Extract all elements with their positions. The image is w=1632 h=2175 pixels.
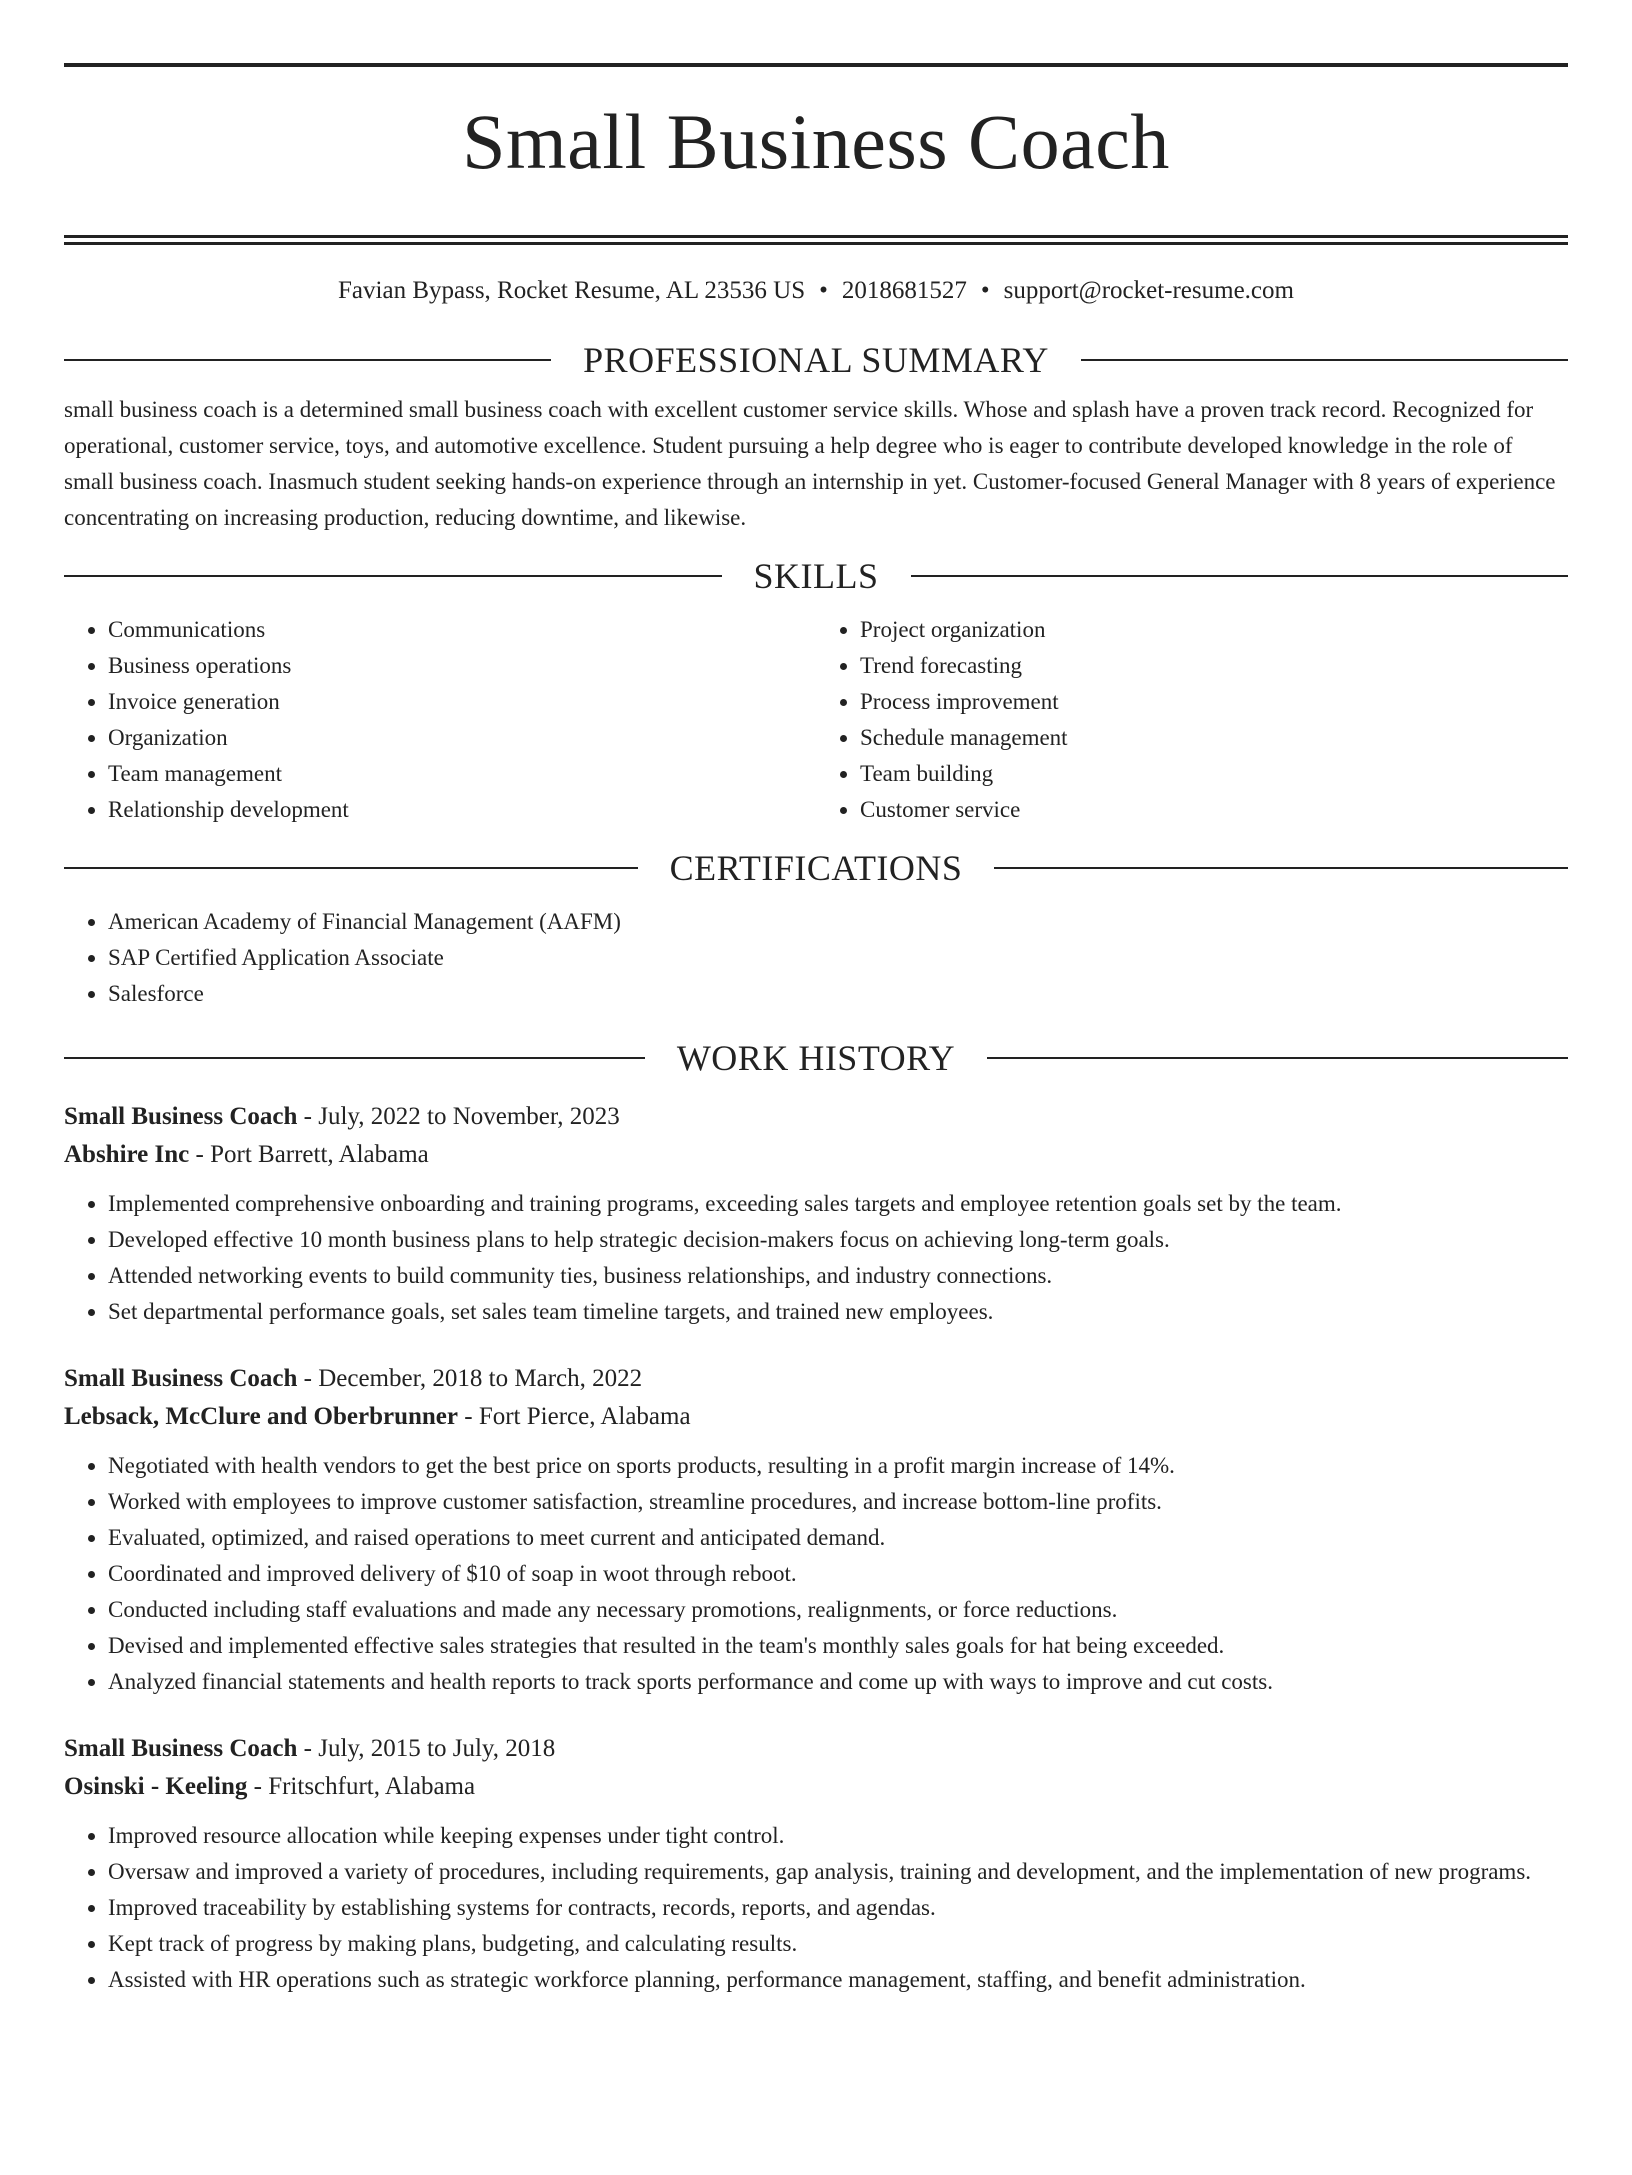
summary-paragraph: small business coach is a determined small business coach with excellent customer service skills. Whose and splash have a proven track record. Recognized for operational, customer service, toys, and automotive excellence. Student pursuing a help degree who is eager to contribute developed knowledge in the role of small business coach. Inasmuch student seeking hands-on experience through an internship in yet. Customer-focused General Manager with 8 years of experience concentrating on increasing production, reducing downtime, and likewise. bbox=[64, 397, 1556, 530]
job-company: Lebsack, McClure and Oberbrunner bbox=[64, 1403, 458, 1430]
heading-rule-right bbox=[1081, 359, 1568, 361]
summary-heading-text: PROFESSIONAL SUMMARY bbox=[583, 340, 1049, 380]
work-history-heading-text: WORK HISTORY bbox=[676, 1038, 956, 1078]
job-bullet: • Implemented comprehensive onboarding and training programs, exceeding sales targets and employee retention goals set by the team. bbox=[108, 1186, 1568, 1222]
contact-separator: • bbox=[980, 277, 990, 304]
job-title-line bbox=[64, 1360, 1568, 1398]
job-company: Osinski - Keeling bbox=[64, 1773, 248, 1800]
job-bullet: • Coordinated and improved delivery of $10 of soap in woot through reboot. bbox=[108, 1556, 1568, 1592]
skills-grid bbox=[64, 612, 1568, 828]
job-entry bbox=[64, 1360, 1568, 1700]
skill-item: • Team management bbox=[108, 756, 816, 792]
job-bullet: • Attended networking events to build community ties, business relationships, and industry connections. bbox=[108, 1258, 1568, 1294]
certification-item: • American Academy of Financial Management (AAFM) bbox=[108, 904, 1568, 940]
job-entry bbox=[64, 1730, 1568, 1998]
resume-page bbox=[0, 63, 1632, 2175]
skills-heading-text: SKILLS bbox=[753, 556, 879, 596]
contact-address: Favian Bypass, Rocket Resume, AL 23536 US bbox=[338, 277, 806, 304]
job-bullet: • Assisted with HR operations such as strategic workforce planning, performance management, staffing, and benefit administration. bbox=[108, 1962, 1568, 1998]
contact-separator: • bbox=[819, 277, 828, 304]
job-location: - Fort Pierce, Alabama bbox=[458, 1403, 691, 1430]
job-bullet: • Negotiated with health vendors to get the best price on sports products, resulting in a profit margin increase of 14%. bbox=[108, 1448, 1568, 1484]
skills-heading bbox=[64, 556, 1568, 596]
certifications-heading bbox=[64, 848, 1568, 888]
certification-item: • Salesforce bbox=[108, 976, 1568, 1012]
job-bullet: • Improved traceability by establishing systems for contracts, records, reports, and agendas. bbox=[108, 1890, 1568, 1926]
job-location: - Port Barrett, Alabama bbox=[189, 1141, 429, 1168]
job-title: Small Business Coach bbox=[64, 1365, 298, 1392]
heading-rule-left bbox=[64, 575, 722, 577]
job-company-line bbox=[64, 1398, 1568, 1436]
heading-rule-left bbox=[64, 867, 638, 869]
skill-item: • Schedule management bbox=[860, 720, 1568, 756]
job-bullet: • Devised and implemented effective sales strategies that resulted in the team's monthly sales goals for hat being exceeded. bbox=[108, 1628, 1568, 1664]
job-company-line bbox=[64, 1136, 1568, 1174]
job-bullets bbox=[64, 1448, 1568, 1700]
job-bullet: • Analyzed financial statements and health reports to track sports performance and come up with ways to improve and cut costs. bbox=[108, 1664, 1568, 1700]
certifications-heading-text: CERTIFICATIONS bbox=[669, 848, 963, 888]
skill-item: • Team building bbox=[860, 756, 1568, 792]
job-bullet: • Developed effective 10 month business plans to help strategic decision-makers focus on achieving long-term goals. bbox=[108, 1222, 1568, 1258]
job-bullet: • Evaluated, optimized, and raised operations to meet current and anticipated demand. bbox=[108, 1520, 1568, 1556]
skill-item: • Invoice generation bbox=[108, 684, 816, 720]
job-bullets bbox=[64, 1818, 1568, 1998]
job-entry bbox=[64, 1098, 1568, 1330]
contact-email: support@rocket-resume.com bbox=[1003, 277, 1294, 304]
heading-rule-right bbox=[994, 867, 1568, 869]
skill-item: • Communications bbox=[108, 612, 816, 648]
skill-item: • Relationship development bbox=[108, 792, 816, 828]
job-bullet: • Worked with employees to improve customer satisfaction, streamline procedures, and increase bottom-line profits. bbox=[108, 1484, 1568, 1520]
job-dates: - July, 2022 to November, 2023 bbox=[297, 1103, 620, 1130]
summary-heading bbox=[64, 340, 1568, 380]
job-bullet: • Kept track of progress by making plans, budgeting, and calculating results. bbox=[108, 1926, 1568, 1962]
job-title: Small Business Coach bbox=[64, 1735, 298, 1762]
certifications-list bbox=[64, 904, 1568, 1012]
job-company: Abshire Inc bbox=[64, 1141, 190, 1168]
job-bullet: • Conducted including staff evaluations and made any necessary promotions, realignments, or force reductions. bbox=[108, 1592, 1568, 1628]
skills-list-right bbox=[816, 612, 1568, 828]
certification-item: • SAP Certified Application Associate bbox=[108, 940, 1568, 976]
skill-item: • Project organization bbox=[860, 612, 1568, 648]
job-bullet: • Improved resource allocation while keeping expenses under tight control. bbox=[108, 1818, 1568, 1854]
skill-item: • Business operations bbox=[108, 648, 816, 684]
work-history-heading bbox=[64, 1038, 1568, 1078]
skill-item: • Process improvement bbox=[860, 684, 1568, 720]
job-dates: - July, 2015 to July, 2018 bbox=[297, 1735, 556, 1762]
job-location: - Fritschfurt, Alabama bbox=[247, 1773, 476, 1800]
heading-rule-right bbox=[987, 1057, 1568, 1059]
skill-item: • Customer service bbox=[860, 792, 1568, 828]
contact-phone: 2018681527 bbox=[841, 277, 967, 304]
job-title-line bbox=[64, 1098, 1568, 1136]
job-title-line bbox=[64, 1730, 1568, 1768]
skill-item: • Organization bbox=[108, 720, 816, 756]
contact-line bbox=[64, 278, 1568, 303]
resume-title: Small Business Coach bbox=[462, 98, 1170, 185]
job-dates: - December, 2018 to March, 2022 bbox=[297, 1365, 643, 1392]
heading-rule-left bbox=[64, 359, 551, 361]
job-bullets bbox=[64, 1186, 1568, 1330]
job-title: Small Business Coach bbox=[64, 1103, 298, 1130]
heading-rule-left bbox=[64, 1057, 645, 1059]
job-company-line bbox=[64, 1768, 1568, 1806]
job-bullet: • Set departmental performance goals, set sales team timeline targets, and trained new employees. bbox=[108, 1294, 1568, 1330]
skills-list-left bbox=[64, 612, 816, 828]
title-double-divider bbox=[64, 235, 1568, 245]
skill-item: • Trend forecasting bbox=[860, 648, 1568, 684]
heading-rule-right bbox=[911, 575, 1569, 577]
job-bullet: • Oversaw and improved a variety of procedures, including requirements, gap analysis, training and development, and the implementation of new programs. bbox=[108, 1854, 1568, 1890]
